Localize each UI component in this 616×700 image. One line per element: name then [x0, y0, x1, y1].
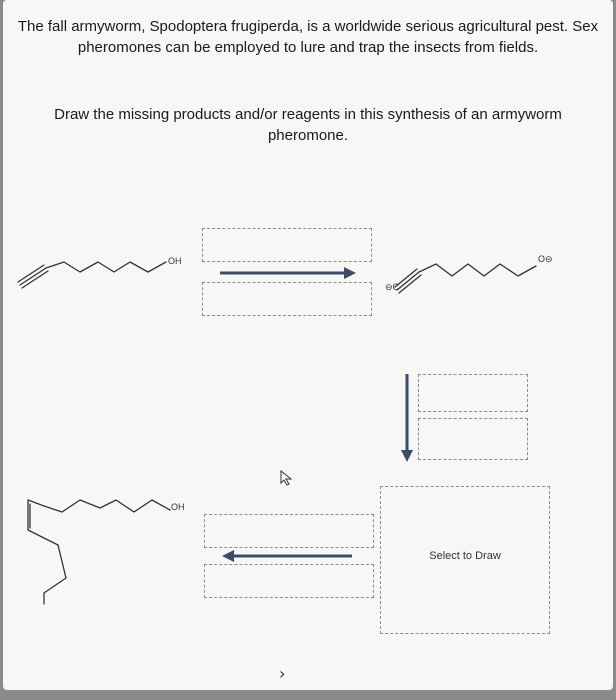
reagent-box-top-below[interactable] [202, 282, 372, 316]
dianion-structure [395, 264, 536, 293]
reagent-box-right-lower[interactable] [418, 418, 528, 460]
reaction-arrow-left-icon [222, 550, 352, 562]
chevron-down-icon[interactable]: › [279, 664, 286, 683]
reaction-arrow-down-icon [401, 374, 413, 462]
reagent-box-bottom-above[interactable] [204, 514, 374, 548]
reagent-box-right-upper[interactable] [418, 374, 528, 412]
starting-alkynol-structure [18, 262, 166, 288]
oh-label-top: OH [168, 256, 182, 266]
question-prompt: Draw the missing products and/or reagents in this synthesis of an armyworm pheromone. [54, 106, 562, 144]
select-to-draw-label: Select to Draw [429, 550, 501, 562]
final-pheromone-structure [28, 500, 170, 604]
reagent-box-bottom-below[interactable] [204, 564, 374, 598]
oxide-label: O⊖ [538, 254, 553, 264]
carbanion-label: ⊖C [385, 282, 400, 292]
cursor-icon [280, 470, 294, 486]
oh-label-bottom: OH [171, 502, 185, 512]
reaction-arrow-right-icon [220, 267, 356, 279]
product-draw-box[interactable] [380, 486, 550, 634]
reagent-box-top-above[interactable] [202, 228, 372, 262]
question-intro: The fall armyworm, Spodoptera frugiperda, is a worldwide serious agricultural pest. Sex pheromones can be employed to lure and trap the insects from fields. [17, 18, 599, 56]
